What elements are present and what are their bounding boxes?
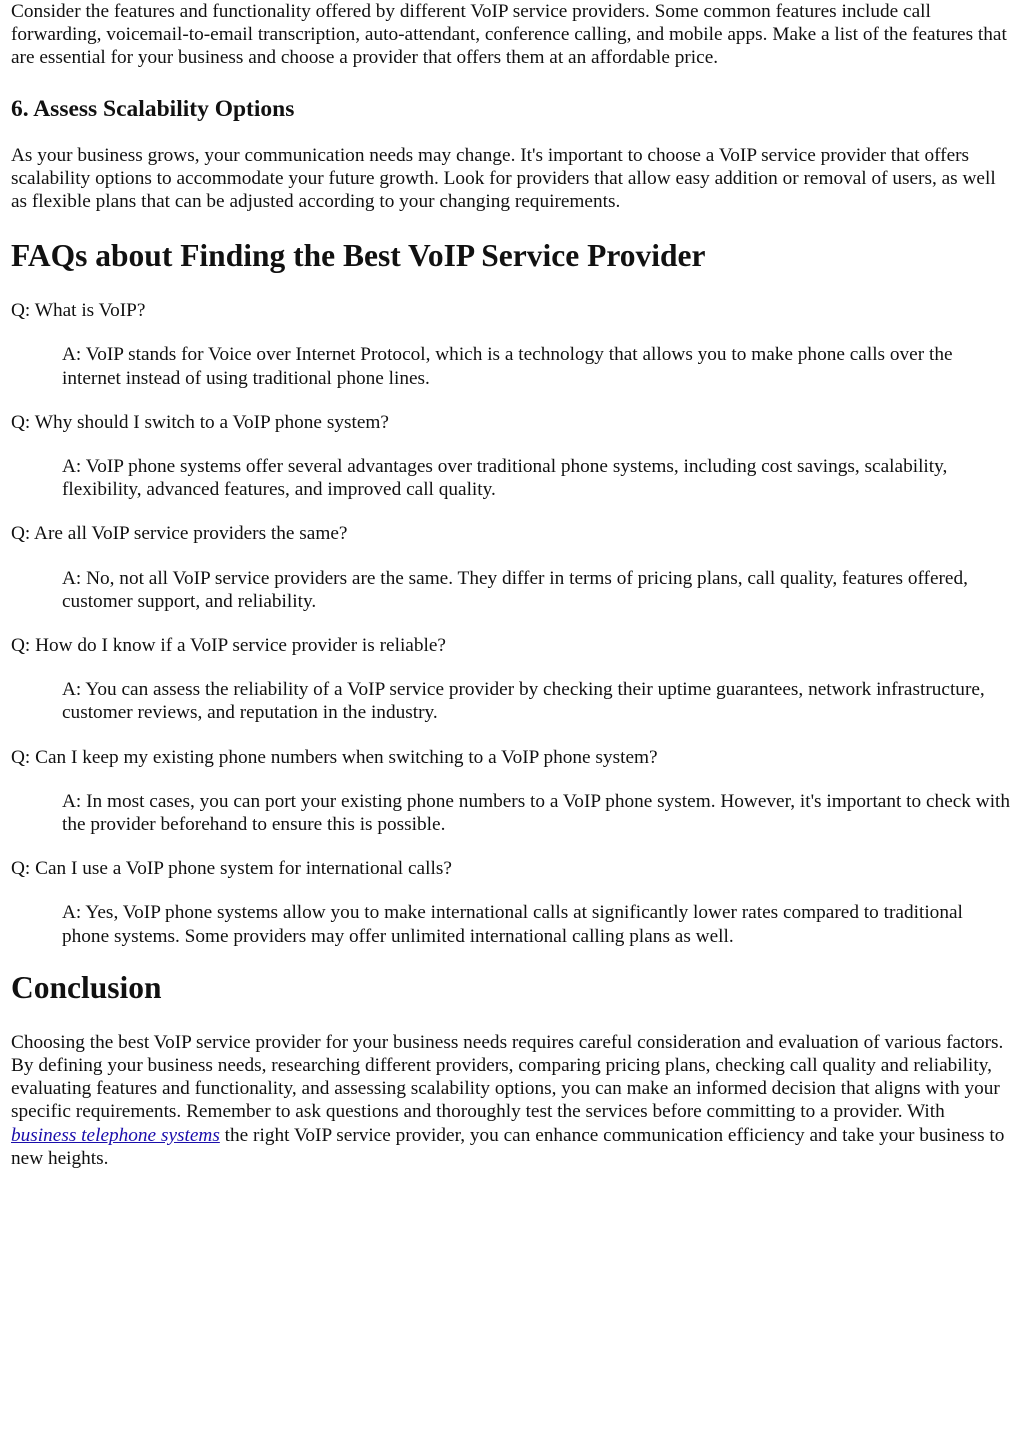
- conclusion-heading: Conclusion: [11, 969, 162, 1005]
- business-telephone-systems-link[interactable]: business telephone systems: [11, 1124, 220, 1146]
- conclusion-text-before: Choosing the best VoIP service provider for your business needs requires careful consideration and evaluation of various factors. By defining your business needs, researching different providers, comparing pricing plans, checking call quality and reliability, evaluating features and functionality, and assessing scalability options, you can make an informed decision that aligns with your specific requirements. Remember to ask questions and thoroughly test the services before committing to a provider. With: [11, 1031, 1004, 1123]
- faq-answer: A: VoIP phone systems offer several advantages over traditional phone systems, including cost savings, scalability, flexibility, advanced features, and improved call quality.: [62, 456, 948, 501]
- faq-heading: FAQs about Finding the Best VoIP Service Provider: [11, 238, 706, 274]
- faq-question: Q: Can I use a VoIP phone system for international calls?: [11, 858, 452, 880]
- faq-question: Q: What is VoIP?: [11, 300, 146, 322]
- features-paragraph: Consider the features and functionality offered by different VoIP service providers. Some common features include call forwarding, voicemail-to-email transcription, auto-attendant, conference calling, and mobile apps. Make a list of the features that are essential for your business and choose a provider that offers them at an affordable price.: [11, 1, 1007, 69]
- conclusion-paragraph: [11, 1031, 1011, 1170]
- faq-answer: A: No, not all VoIP service providers are the same. They differ in terms of pricing plans, call quality, features offered, customer support, and reliability.: [62, 567, 968, 612]
- document-page: [11, 0, 1011, 1170]
- faq-question: Q: Can I keep my existing phone numbers when switching to a VoIP phone system?: [11, 746, 658, 768]
- faq-answer: A: VoIP stands for Voice over Internet Protocol, which is a technology that allows you to make phone calls over the internet instead of using traditional phone lines.: [62, 344, 953, 389]
- scalability-heading: 6. Assess Scalability Options: [11, 95, 295, 122]
- faq-question: Q: Why should I switch to a VoIP phone system?: [11, 411, 389, 433]
- conclusion-text-after: the right VoIP service provider, you can enhance communication efficiency and take your business to new heights.: [11, 1124, 1005, 1169]
- faq-question: Q: Are all VoIP service providers the same?: [11, 523, 348, 545]
- faq-list: [11, 299, 1011, 948]
- faq-answer: A: In most cases, you can port your existing phone numbers to a VoIP phone system. However, it's important to check with the provider beforehand to ensure this is possible.: [62, 790, 1011, 836]
- faq-answer: A: Yes, VoIP phone systems allow you to make international calls at significantly lower rates compared to traditional phone systems. Some providers may offer unlimited international calling plans as well.: [62, 902, 963, 947]
- scalability-paragraph: As your business grows, your communication needs may change. It's important to choose a VoIP service provider that offers scalability options to accommodate your future growth. Look for providers that allow easy addition or removal of users, as well as flexible plans that can be adjusted according to your changing requirements.: [11, 144, 996, 213]
- faq-answer: A: You can assess the reliability of a VoIP service provider by checking their uptime guarantees, network infrastructure, customer reviews, and reputation in the industry.: [62, 679, 985, 724]
- faq-question: Q: How do I know if a VoIP service provider is reliable?: [11, 635, 446, 657]
